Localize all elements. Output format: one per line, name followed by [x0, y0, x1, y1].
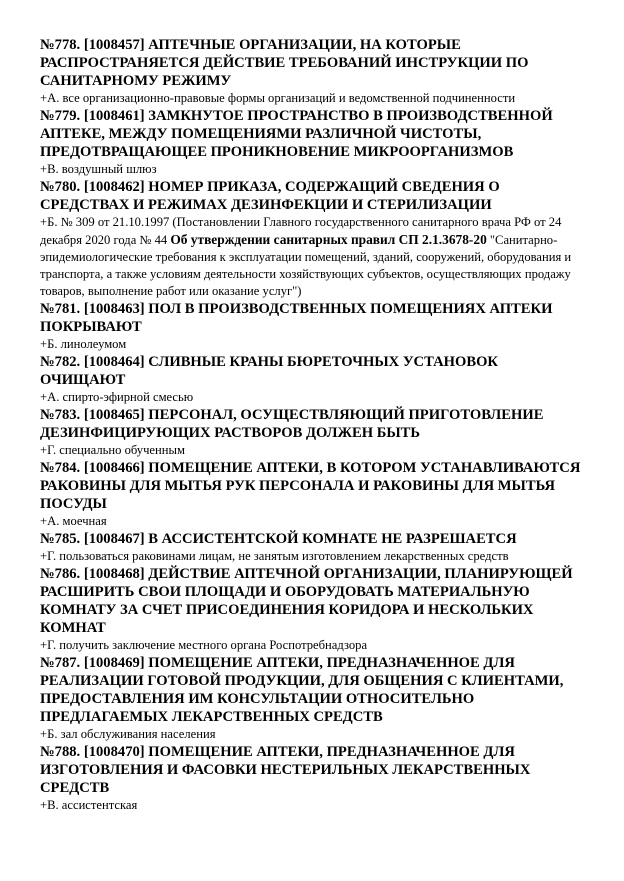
question-780: №780. [1008462] НОМЕР ПРИКАЗА, СОДЕРЖАЩИЙ СВЕДЕНИЯ О СРЕДСТВАХ И РЕЖИМАХ ДЕЗИНФЕКЦИИ И СТЕРИЛИЗАЦИИ — [40, 179, 500, 213]
question-782: №782. [1008464] СЛИВНЫЕ КРАНЫ БЮРЕТОЧНЫХ УСТАНОВОК ОЧИЩАЮТ — [40, 354, 498, 388]
question-783: №783. [1008465] ПЕРСОНАЛ, ОСУЩЕСТВЛЯЮЩИЙ ПРИГОТОВЛЕНИЕ ДЕЗИНФИЦИРУЮЩИХ РАСТВОРОВ ДОЛЖЕН БЫТЬ — [40, 407, 544, 441]
answer-780 — [40, 214, 584, 300]
question-788: №788. [1008470] ПОМЕЩЕНИЕ АПТЕКИ, ПРЕДНАЗНАЧЕННОЕ ДЛЯ ИЗГОТОВЛЕНИЯ И ФАСОВКИ НЕСТЕРИЛЬНЫХ ЛЕКАРСТВЕННЫХ СРЕДСТВ — [40, 744, 531, 796]
answer-780-text: +Б. № 309 от 21.10.1997 (Постановлении Главного государственного санитарного врача РФ от 24 декабря 2020 года № 44 — [40, 215, 562, 247]
answer-779: +В. воздушный шлюз — [40, 162, 157, 176]
question-779: №779. [1008461] ЗАМКНУТОЕ ПРОСТРАНСТВО В ПРОИЗВОДСТВЕННОЙ АПТЕКЕ, МЕЖДУ ПОМЕЩЕНИЯМИ РАЗЛИЧНОЙ ЧИСТОТЫ, ПРЕДОТВРАЩАЮЩЕЕ ПРОНИКНОВЕНИЕ МИКРООРГАНИЗМОВ — [40, 108, 553, 160]
question-787: №787. [1008469] ПОМЕЩЕНИЕ АПТЕКИ, ПРЕДНАЗНАЧЕННОЕ ДЛЯ РЕАЛИЗАЦИИ ГОТОВОЙ ПРОДУКЦИИ, ДЛЯ ОБЩЕНИЯ С КЛИЕНТАМИ, ПРЕДОСТАВЛЕНИЯ ИМ КОНСУЛЬТАЦИИ ОТНОСИТЕЛЬНО ПРЕДЛАГАЕМЫХ ЛЕКАРСТВЕННЫХ СРЕДСТВ — [40, 655, 564, 725]
answer-787: +Б. зал обслуживания населения — [40, 727, 216, 741]
answer-778: +А. все организационно-правовые формы организаций и ведомственной подчиненности — [40, 91, 516, 105]
answer-788: +В. ассистентская — [40, 798, 138, 812]
question-778: №778. [1008457] АПТЕЧНЫЕ ОРГАНИЗАЦИИ, НА КОТОРЫЕ РАСПРОСТРАНЯЕТСЯ ДЕЙСТВИЕ ТРЕБОВАНИЙ ИНСТРУКЦИИ ПО САНИТАРНОМУ РЕЖИМУ — [40, 37, 529, 89]
answer-781: +Б. линолеумом — [40, 337, 127, 351]
answer-780-tail: "Санитарно-эпидемиологические требования к эксплуатации помещений, зданий, сооружений, оборудования и транспорта, а также условиям деятельности хозяйствующих субъектов, осуществляющих продажу товаров, выполнение работ или оказание услуг") — [40, 233, 572, 298]
answer-785: +Г. пользоваться раковинами лицам, не занятым изготовлением лекарственных средств — [40, 549, 509, 563]
answer-783: +Г. специально обученным — [40, 443, 185, 457]
question-786: №786. [1008468] ДЕЙСТВИЕ АПТЕЧНОЙ ОРГАНИЗАЦИИ, ПЛАНИРУЮЩЕЙ РАСШИРИТЬ СВОИ ПЛОЩАДИ И ОБОРУДОВАТЬ МАТЕРИАЛЬНУЮ КОМНАТУ ЗА СЧЕТ ПРИСОЕДИНЕНИЯ КОРИДОРА И НЕСКОЛЬКИХ КОМНАТ — [40, 566, 573, 636]
answer-780-bold: Об утверждении санитарных правил СП 2.1.3678-20 — [170, 232, 487, 247]
answer-784: +А. моечная — [40, 514, 107, 528]
question-784: №784. [1008466] ПОМЕЩЕНИЕ АПТЕКИ, В КОТОРОМ УСТАНАВЛИВАЮТСЯ РАКОВИНЫ ДЛЯ МЫТЬЯ РУК ПЕРСОНАЛА И РАКОВИНЫ ДЛЯ МЫТЬЯ ПОСУДЫ — [40, 460, 581, 512]
question-781: №781. [1008463] ПОЛ В ПРОИЗВОДСТВЕННЫХ ПОМЕЩЕНИЯХ АПТЕКИ ПОКРЫВАЮТ — [40, 301, 553, 335]
answer-782: +А. спирто-эфирной смесью — [40, 390, 194, 404]
question-785: №785. [1008467] В АССИСТЕНТСКОЙ КОМНАТЕ НЕ РАЗРЕШАЕТСЯ — [40, 531, 517, 547]
answer-786: +Г. получить заключение местного органа Роспотребнадзора — [40, 638, 368, 652]
